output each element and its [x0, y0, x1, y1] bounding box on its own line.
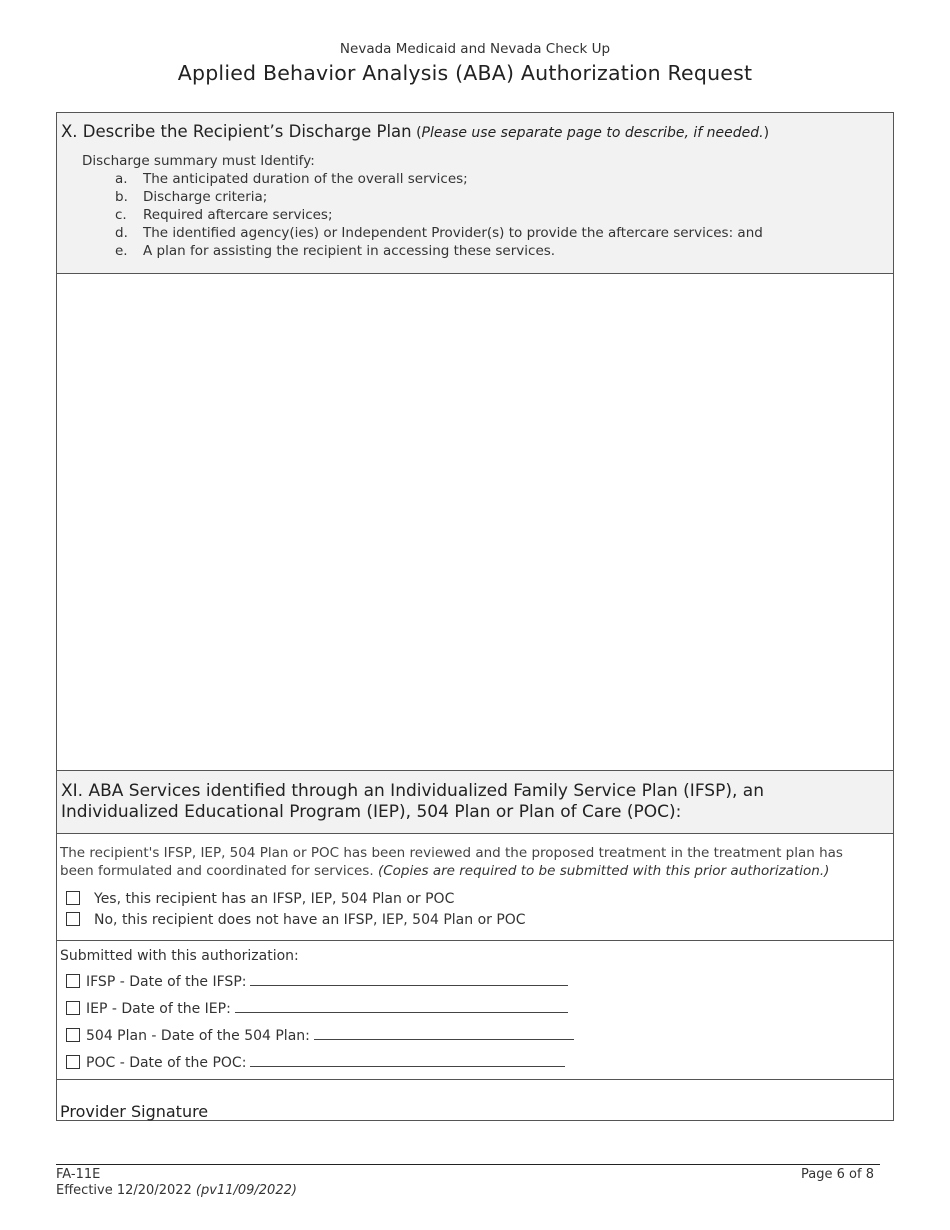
form-title: Applied Behavior Analysis (ABA) Authorization Request	[177, 61, 753, 85]
list-item	[115, 188, 763, 206]
plan-yes-option[interactable]	[66, 890, 454, 908]
list-text: Required aftercare services;	[143, 207, 333, 223]
section-x-note-close: )	[763, 125, 770, 141]
provider-signature-label: Provider Signature	[60, 1102, 209, 1121]
discharge-requirements-list	[115, 170, 763, 260]
504-plan-date-field[interactable]	[314, 1027, 574, 1040]
section-x-title: X. Describe the Recipient’s Discharge Plan	[61, 122, 412, 141]
plan-review-note: (Copies are required to be submitted with this prior authorization.)	[377, 863, 830, 879]
discharge-plan-textarea[interactable]	[57, 273, 893, 770]
plan-yes-checkbox[interactable]	[66, 891, 80, 905]
list-letter: b.	[115, 189, 128, 205]
list-item	[115, 224, 763, 242]
footer-divider	[56, 1164, 880, 1165]
section-x-heading	[61, 122, 769, 141]
plan-no-checkbox[interactable]	[66, 912, 80, 926]
effective-date	[56, 1183, 297, 1198]
list-letter: c.	[115, 207, 127, 223]
ifsp-label: IFSP - Date of the IFSP:	[86, 974, 247, 990]
plan-review-description	[60, 844, 880, 880]
plan-review-text: The recipient's IFSP, IEP, 504 Plan or POC has been reviewed and the proposed treatment in the treatment plan has been formulated and coordinated for services.	[60, 845, 843, 879]
discharge-intro: Discharge summary must Identify:	[82, 153, 315, 169]
section-x-note-open: (	[411, 125, 422, 141]
list-text: The anticipated duration of the overall services;	[143, 171, 468, 187]
list-text: Discharge criteria;	[143, 189, 268, 205]
plan-no-label: No, this recipient does not have an IFSP, IEP, 504 Plan or POC	[94, 912, 526, 928]
poc-label: POC - Date of the POC:	[86, 1055, 247, 1071]
section-xi-heading-line2: Individualized Educational Program (IEP), 504 Plan or Plan of Care (POC):	[61, 802, 682, 822]
submitted-documents-section	[57, 940, 893, 1079]
list-letter: e.	[115, 243, 128, 259]
list-text: The identified agency(ies) or Independent Provider(s) to provide the aftercare services: and	[143, 225, 763, 241]
ifsp-date-field[interactable]	[250, 973, 568, 986]
list-letter: d.	[115, 225, 128, 241]
form-id: FA-11E	[56, 1167, 101, 1182]
form-frame	[56, 112, 894, 1121]
plan-review-section	[57, 833, 893, 940]
poc-date-field[interactable]	[250, 1054, 565, 1067]
504-plan-checkbox[interactable]	[66, 1028, 80, 1042]
plan-no-option[interactable]	[66, 911, 526, 929]
plan-yes-label: Yes, this recipient has an IFSP, IEP, 504 Plan or POC	[94, 891, 455, 907]
poc-row[interactable]	[66, 1054, 565, 1072]
iep-checkbox[interactable]	[66, 1001, 80, 1015]
signature-section[interactable]	[57, 1079, 893, 1120]
section-xi-heading	[61, 781, 764, 823]
iep-label: IEP - Date of the IEP:	[86, 1001, 231, 1017]
504-plan-label: 504 Plan - Date of the 504 Plan:	[86, 1028, 310, 1044]
section-x-header	[57, 113, 893, 273]
ifsp-row[interactable]	[66, 973, 568, 991]
section-x-note-text: Please use separate page to describe, if needed.	[421, 125, 764, 141]
submitted-label: Submitted with this authorization:	[60, 948, 299, 964]
section-xi-header	[57, 770, 893, 833]
section-x-note	[412, 125, 769, 141]
iep-date-field[interactable]	[235, 1000, 568, 1013]
version-text: (pv11/09/2022)	[195, 1183, 297, 1198]
list-letter: a.	[115, 171, 128, 187]
list-item	[115, 206, 763, 224]
poc-checkbox[interactable]	[66, 1055, 80, 1069]
agency-name: Nevada Medicaid and Nevada Check Up	[339, 41, 611, 57]
list-text: A plan for assisting the recipient in accessing these services.	[143, 243, 556, 259]
list-item	[115, 242, 763, 260]
effective-text: Effective 12/20/2022	[56, 1183, 192, 1198]
ifsp-checkbox[interactable]	[66, 974, 80, 988]
504-plan-row[interactable]	[66, 1027, 574, 1045]
list-item	[115, 170, 763, 188]
section-xi-heading-line1: XI. ABA Services identified through an Individualized Family Service Plan (IFSP), an	[61, 781, 764, 801]
iep-row[interactable]	[66, 1000, 568, 1018]
page-number: Page 6 of 8	[801, 1167, 874, 1182]
